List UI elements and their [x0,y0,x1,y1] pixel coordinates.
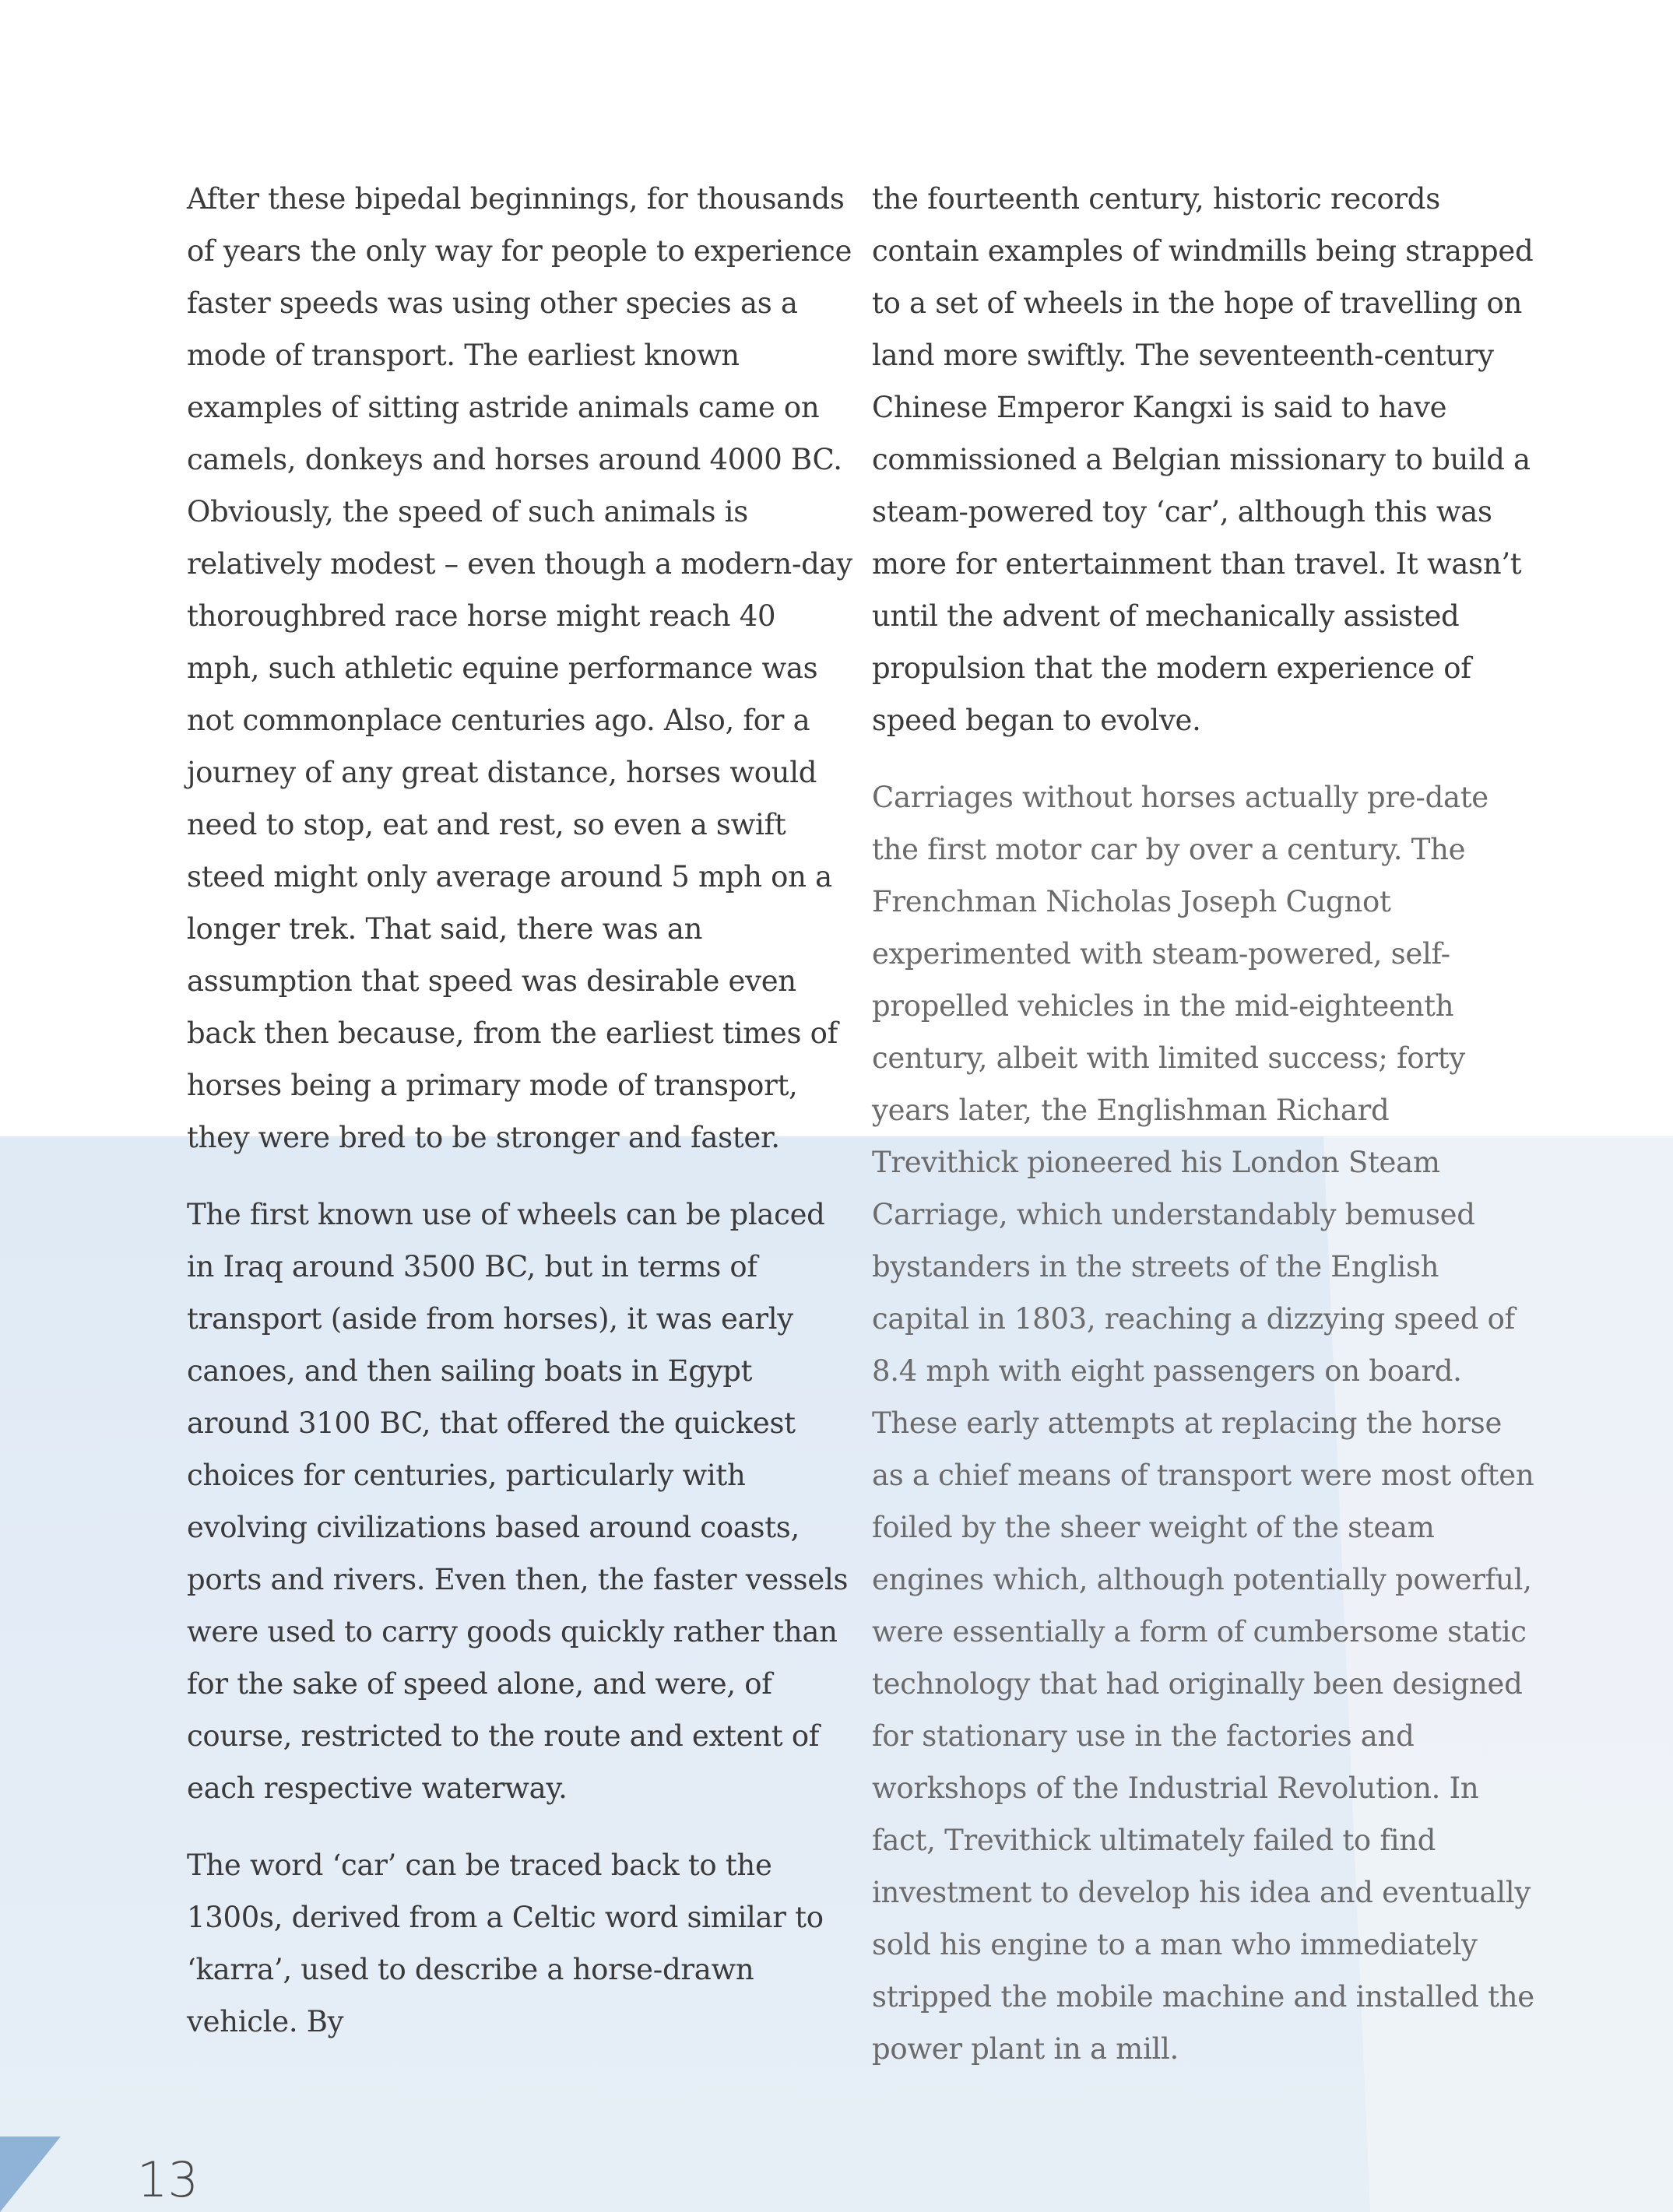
paragraph: Carriages without horses actually pre-date the first motor car by over a century. The Frenchman Nicholas Joseph Cugnot experimented with steam-powered, self-propelled vehicles in the mid-eighteenth century, albeit with limited success; forty years later, the Englishman Richard Trevithick pioneered his London Steam Carriage, which understandably bemused bystanders in the streets of the English capital in 1803, reaching a dizzying speed of 8.4 mph with eight passengers on board. These early attempts at replacing the horse as a chief means of transport were most often foiled by the sheer weight of the steam engines which, although potentially powerful, were essentially a form of cumbersome static technology that had originally been designed for stationary use in the factories and workshops of the Industrial Revolution. In fact, Trevithick ultimately failed to find investment to develop his idea and eventually sold his engine to a man who immediately stripped the mobile machine and installed the power plant in a mill. [872,781,1534,2066]
paragraph: the fourteenth century, historic records contain examples of windmills being strapped to a set of wheels in the hope of travelling on land more swiftly. The seventeenth-century Chinese Emperor Kangxi is said to have commissioned a Belgian missionary to build a steam-powered toy ‘car’, although this was more for entertainment than travel. It wasn’t until the advent of mechanically assisted propulsion that the modern experience of speed began to evolve. [872,182,1534,737]
left-column [187,173,856,2073]
paragraph: After these bipedal beginnings, for thousands of years the only way for people to experience faster speeds was using other species as a mode of transport. The earliest known examples of sitting astride animals came on camels, donkeys and horses around 4000 BC. Obviously, the speed of such animals is relatively modest – even though a modern-day thoroughbred race horse might reach 40 mph, such athletic equine performance was not commonplace centuries ago. Also, for a journey of any great distance, horses would need to stop, eat and rest, so even a swift steed might only average around 5 mph on a longer trek. That said, there was an assumption that speed was desirable even back then because, from the earliest times of horses being a primary mode of transport, they were bred to be stronger and faster. [187,182,852,1154]
paragraph: The word ‘car’ can be traced back to the 1300s, derived from a Celtic word similar to ‘karra’, used to describe a horse-drawn vehicle. By [187,1849,824,2038]
right-column [872,173,1541,2100]
blue-corner-triangle [0,2137,61,2212]
paragraph: The first known use of wheels can be placed in Iraq around 3500 BC, but in terms of transport (aside from horses), it was early canoes, and then sailing boats in Egypt around 3100 BC, that offered the quickest choices for centuries, particularly with evolving civilizations based around coasts, ports and rivers. Even then, the faster vessels were used to carry goods quickly rather than for the sake of speed alone, and were, of course, restricted to the route and extent of each respective waterway. [187,1198,849,1805]
page-number: 13 [137,2151,199,2208]
